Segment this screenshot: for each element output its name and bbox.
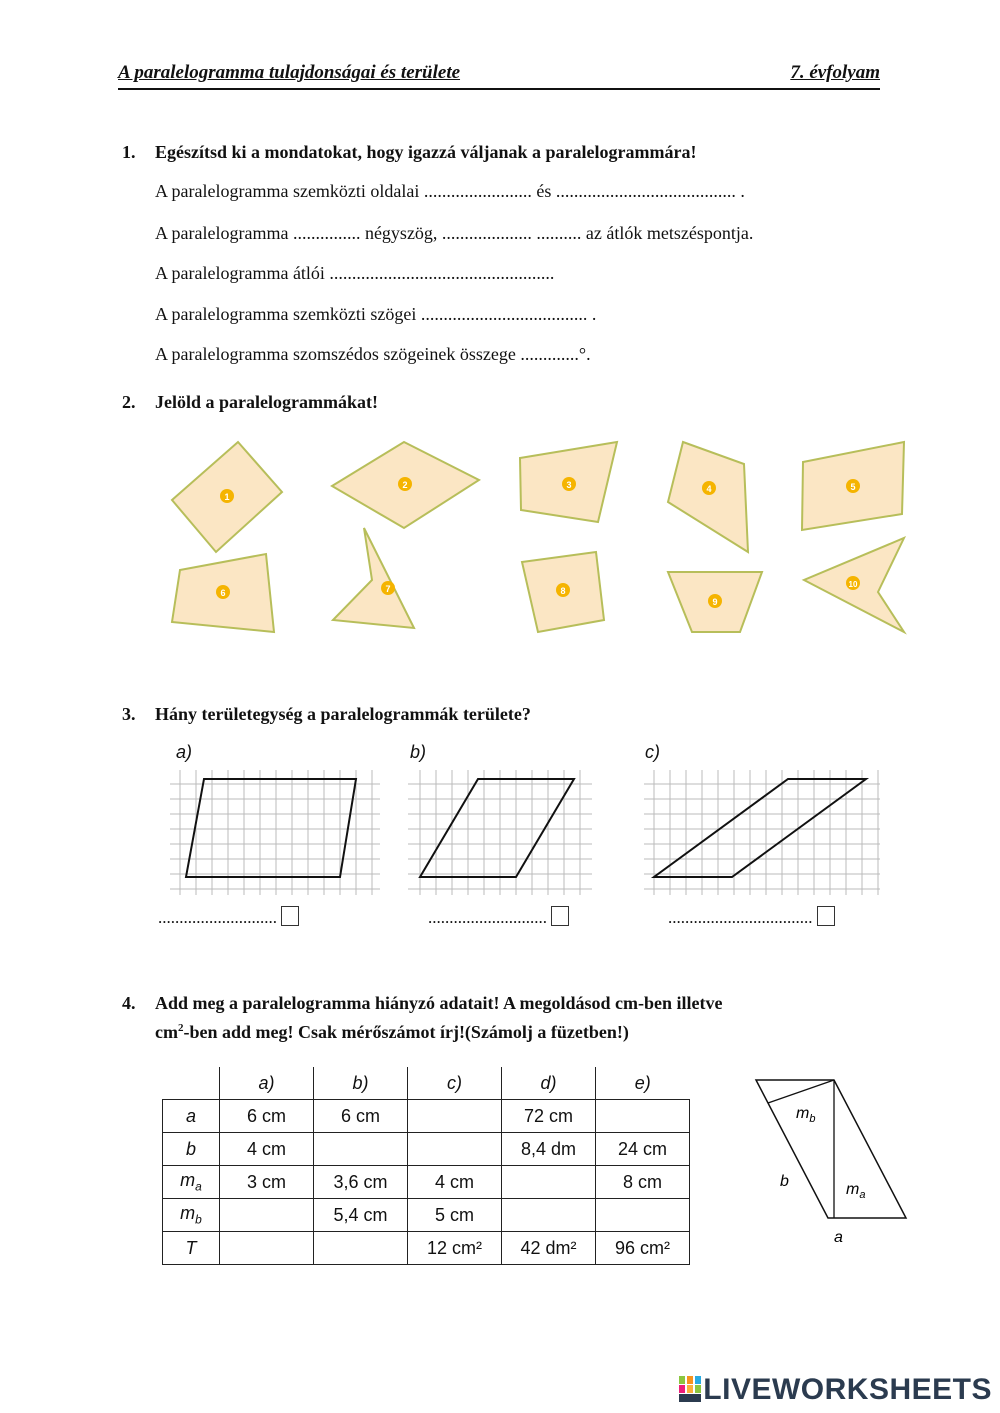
logo-mark-icon (679, 1376, 701, 1402)
shape-label: 9 (712, 597, 718, 607)
table-row-a (163, 1100, 690, 1133)
page-header (118, 58, 880, 90)
table-cell-empty[interactable] (408, 1100, 502, 1133)
table-cell-empty[interactable] (502, 1166, 596, 1199)
q1-line-1[interactable]: A paralelogramma szemközti oldalai ........................ és ........................................ . (155, 181, 745, 201)
q3a-label: a) (176, 742, 193, 762)
shape-9[interactable] (668, 572, 762, 632)
q4-data-table (162, 1067, 690, 1265)
table-header-row (163, 1067, 690, 1100)
q3b-answer-box[interactable] (551, 906, 569, 926)
worksheet-title: A paralelogramma tulajdonságai és területe (118, 62, 461, 83)
parallelogram-height-figure (748, 1072, 918, 1252)
shape-5[interactable] (802, 442, 904, 530)
shape-label: 8 (560, 586, 566, 596)
col-header: d) (502, 1067, 596, 1100)
shape-label: 1 (224, 492, 230, 502)
table-cell-empty[interactable] (408, 1133, 502, 1166)
table-cell: 24 cm (596, 1133, 690, 1166)
table-cell-empty[interactable] (314, 1133, 408, 1166)
table-corner (163, 1067, 220, 1100)
row-label: $m_b$ (163, 1199, 220, 1232)
table-cell: 3,6 cm (314, 1166, 408, 1199)
col-header: b) (314, 1067, 408, 1100)
q1-line-5[interactable]: A paralelogramma szomszédos szögeinek összege .............°. (155, 344, 591, 364)
table-cell-empty[interactable] (314, 1232, 408, 1265)
q4-unit: cm (155, 1022, 178, 1042)
table-row-b (163, 1133, 690, 1166)
ma-label: $m_a$ (846, 1181, 866, 1201)
grid-a (170, 770, 380, 895)
q1-title: Egészítsd ki a mondatokat, hogy igazzá váljanak a paralelogrammára! (155, 142, 697, 162)
shape-label: 7 (385, 584, 391, 594)
table-cell: 6 cm (220, 1100, 314, 1133)
grade-label: 7. évfolyam (790, 62, 880, 83)
shape-7[interactable] (333, 528, 414, 628)
shape-1[interactable] (172, 442, 282, 552)
q3c-label: c) (645, 742, 660, 762)
shape-label: 2 (402, 480, 408, 490)
table-cell-empty[interactable] (220, 1232, 314, 1265)
shape-6[interactable] (172, 554, 274, 632)
table-cell: 42 dm² (502, 1232, 596, 1265)
shape-label: 3 (566, 480, 572, 490)
q4-unit-exponent: 2 (177, 1022, 184, 1034)
table-cell: 4 cm (408, 1166, 502, 1199)
shape-2[interactable] (332, 442, 479, 528)
table-cell-empty[interactable] (220, 1199, 314, 1232)
q3b-label: b) (410, 742, 427, 762)
row-label: a (163, 1100, 220, 1133)
row-label: T (163, 1232, 220, 1265)
liveworksheets-logo (679, 1373, 992, 1407)
q3a-answer-dots[interactable]: ............................ (158, 908, 277, 927)
height-mb-line (768, 1080, 834, 1103)
q3b-answer-row (428, 906, 569, 928)
q3-number: 3. (122, 704, 136, 724)
table-cell: 12 cm² (408, 1232, 502, 1265)
q2-title: Jelöld a paralelogrammákat! (155, 392, 378, 412)
a-label: a (834, 1229, 843, 1246)
shape-label: 5 (850, 482, 856, 492)
logo-text: LIVEWORKSHEETS (703, 1373, 992, 1406)
col-header: a) (220, 1067, 314, 1100)
q1-line-3[interactable]: A paralelogramma átlói .................................................. (155, 263, 555, 283)
q3b-answer-dots[interactable]: ............................ (428, 908, 547, 927)
table-cell: 5,4 cm (314, 1199, 408, 1232)
q3-title: Hány területegység a paralelogrammák területe? (155, 704, 531, 724)
q4-number: 4. (122, 993, 136, 1013)
table-row-ma (163, 1166, 690, 1199)
table-cell-empty[interactable] (596, 1199, 690, 1232)
table-cell-empty[interactable] (596, 1100, 690, 1133)
shapes-figure (0, 430, 1000, 650)
col-header: e) (596, 1067, 690, 1100)
parallelogram-b (420, 779, 574, 877)
shape-8[interactable] (522, 552, 604, 632)
shape-10[interactable] (804, 538, 904, 632)
q4-title-line2 (155, 1022, 629, 1043)
grid-b (408, 770, 592, 895)
table-row-mb (163, 1199, 690, 1232)
q3c-answer-box[interactable] (817, 906, 835, 926)
q3c-answer-row (668, 906, 835, 928)
table-row-t (163, 1232, 690, 1265)
q1-line-4[interactable]: A paralelogramma szemközti szögei ..................................... . (155, 304, 597, 324)
row-label: $m_a$ (163, 1166, 220, 1199)
table-cell: 4 cm (220, 1133, 314, 1166)
shape-label: 10 (848, 580, 858, 589)
q3c-answer-dots[interactable]: .................................. (668, 908, 813, 927)
table-cell: 6 cm (314, 1100, 408, 1133)
table-cell: 8,4 dm (502, 1133, 596, 1166)
b-label: b (780, 1173, 789, 1190)
q4-title-line1: Add meg a paralelogramma hiányzó adatait! A megoldásod cm-ben illetve (155, 993, 723, 1013)
grid-c (644, 770, 880, 895)
table-cell: 3 cm (220, 1166, 314, 1199)
row-label: b (163, 1133, 220, 1166)
shape-label: 6 (220, 588, 226, 598)
q2-number: 2. (122, 392, 136, 412)
q3a-answer-row (158, 906, 299, 928)
table-cell: 96 cm² (596, 1232, 690, 1265)
q4-table-wrap (162, 1067, 690, 1265)
shape-label: 4 (706, 484, 712, 494)
col-header: c) (408, 1067, 502, 1100)
table-cell: 5 cm (408, 1199, 502, 1232)
shape-4[interactable] (668, 442, 748, 552)
q1-number: 1. (122, 142, 136, 162)
table-cell-empty[interactable] (502, 1199, 596, 1232)
q1-line-2[interactable]: A paralelogramma ............... négyszög, .................... .......... az átlók metszéspontja. (155, 223, 754, 243)
mb-label: $m_b$ (796, 1105, 816, 1125)
table-cell: 8 cm (596, 1166, 690, 1199)
q3a-answer-box[interactable] (281, 906, 299, 926)
table-cell: 72 cm (502, 1100, 596, 1133)
q4-instruction: -ben add meg! Csak mérőszámot írj!(Számolj a füzetben!) (183, 1022, 629, 1042)
shape-3[interactable] (520, 442, 617, 522)
parallelogram-outline (756, 1080, 906, 1218)
